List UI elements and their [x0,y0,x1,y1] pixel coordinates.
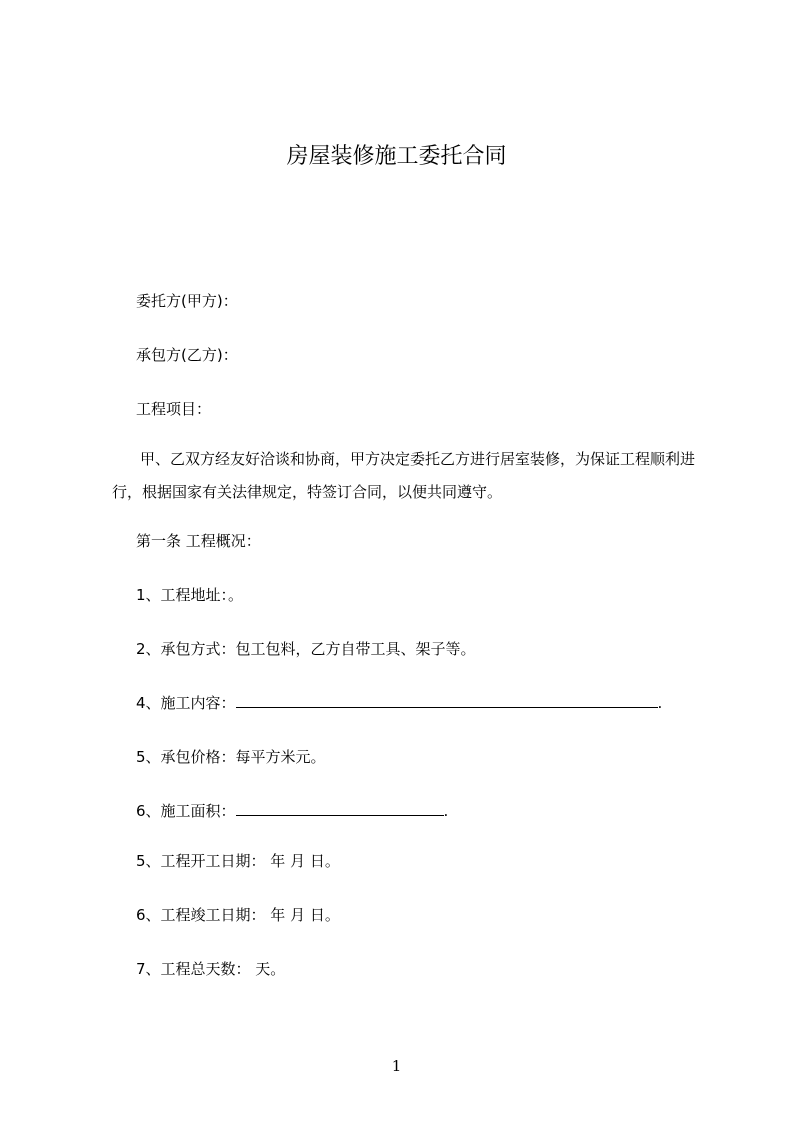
item-price: 5、承包价格：每平方米元。 [136,748,326,766]
article-1-heading: 第一条 工程概况： [136,532,261,550]
item-content [136,693,662,713]
page-number: 1 [391,1057,402,1075]
item-area [136,801,448,821]
area-blank-line [236,801,444,816]
item-total-days: 7、工程总天数： 天。 [136,960,286,978]
item-content-label: 4、施工内容： [136,694,236,712]
item-area-end: . [443,802,449,820]
item-address: 1、工程地址：。 [136,586,244,604]
item-end-date: 6、工程竣工日期： 年 月 日。 [136,906,340,924]
document-title: 房屋装修施工委托合同 [286,144,507,169]
item-content-end: . [657,694,663,712]
party-a-label: 委托方(甲方)： [136,292,238,310]
item-start-date: 5、工程开工日期： 年 月 日。 [136,852,340,870]
project-label: 工程项目： [136,400,212,418]
intro-text: 甲、乙双方经友好洽谈和协商，甲方决定委托乙方进行居室装修，为保证工程顺利进行，根据国家有关法律规定，特签订合同，以便共同遵守。 [112,450,696,501]
party-b-label: 承包方(乙方)： [136,346,238,364]
item-method: 2、承包方式：包工包料，乙方自带工具、架子等。 [136,640,476,658]
content-blank-line [236,693,658,708]
item-area-label: 6、施工面积： [136,802,236,820]
intro-paragraph [112,443,722,509]
